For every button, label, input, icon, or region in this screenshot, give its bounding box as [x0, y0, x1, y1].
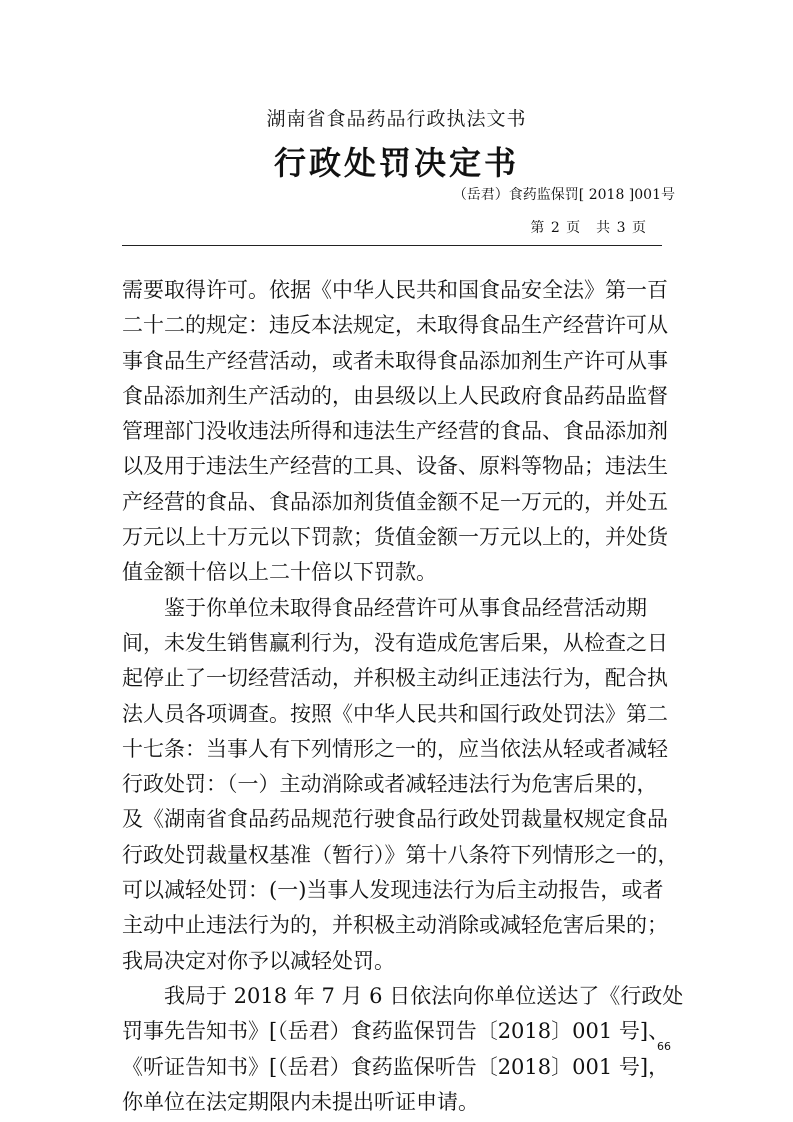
body-line: 罚事先告知书》[（岳君）食药监保罚告〔2018〕001 号]、	[122, 1019, 670, 1044]
body-line: 《听证告知书》[（岳君）食药监保听告〔2018〕001 号]，	[122, 1054, 670, 1079]
body-line: 产经营的食品、食品添加剂货值金额不足一万元的，并处五	[122, 489, 668, 514]
body-line: 及《湖南省食品药品规范行驶食品行政处罚裁量权规定食品	[122, 807, 668, 832]
body-line: 法人员各项调查。按照《中华人民共和国行政处罚法》第二	[122, 701, 668, 726]
body-line: 以及用于违法生产经营的工具、设备、原料等物品；违法生	[122, 454, 668, 479]
body-line: 行政处罚：（一）主动消除或者减轻违法行为危害后果的，	[122, 772, 658, 797]
body-line: 鉴于你单位未取得食品经营许可从事食品经营活动期	[122, 595, 647, 620]
body-line: 间，未发生销售赢利行为，没有造成危害后果，从检查之日	[122, 630, 668, 655]
page-indicator: 第 2 页 共 3 页	[530, 220, 647, 236]
document-title: 行政处罚决定书	[273, 144, 519, 182]
body-line: 可以减轻处罚：(一)当事人发现违法行为后主动报告，或者	[122, 878, 664, 903]
body-line: 行政处罚裁量权基准（暂行）》第十八条符下列情形之一的，	[122, 842, 679, 867]
body-line: 事食品生产经营活动，或者未取得食品添加剂生产许可从事	[122, 348, 668, 373]
body-line: 主动中止违法行为的，并积极主动消除或减轻危害后果的；	[122, 913, 668, 938]
body-line: 食品添加剂生产活动的，由县级以上人民政府食品药品监督	[122, 383, 668, 408]
header-divider	[122, 245, 662, 246]
document-body	[122, 273, 684, 1120]
body-line: 二十二的规定：违反本法规定，未取得食品生产经营许可从	[122, 313, 668, 338]
body-line: 起停止了一切经营活动，并积极主动纠正违法行为，配合执	[122, 666, 668, 691]
body-line: 我局决定对你予以减轻处罚。	[122, 948, 395, 973]
body-line: 我局于 2018 年 7 月 6 日依法向你单位送达了《行政处	[122, 983, 684, 1008]
body-line: 需要取得许可。依据《中华人民共和国食品安全法》第一百	[122, 278, 668, 302]
body-line: 你单位在法定期限内未提出听证申请。	[122, 1089, 479, 1114]
issuing-authority-heading: 湖南省食品药品行政执法文书	[266, 108, 527, 130]
document-number: （岳君）食药监保罚[ 2018 ]001号	[452, 187, 675, 203]
body-line: 值金额十倍以上二十倍以下罚款。	[122, 560, 437, 585]
body-line: 管理部门没收违法所得和违法生产经营的食品、食品添加剂	[122, 419, 668, 444]
body-line: 十七条：当事人有下列情形之一的，应当依法从轻或者减轻	[122, 736, 668, 761]
page-number: 66	[657, 1040, 671, 1053]
body-line: 万元以上十万元以下罚款；货值金额一万元以上的，并处货	[122, 525, 668, 550]
